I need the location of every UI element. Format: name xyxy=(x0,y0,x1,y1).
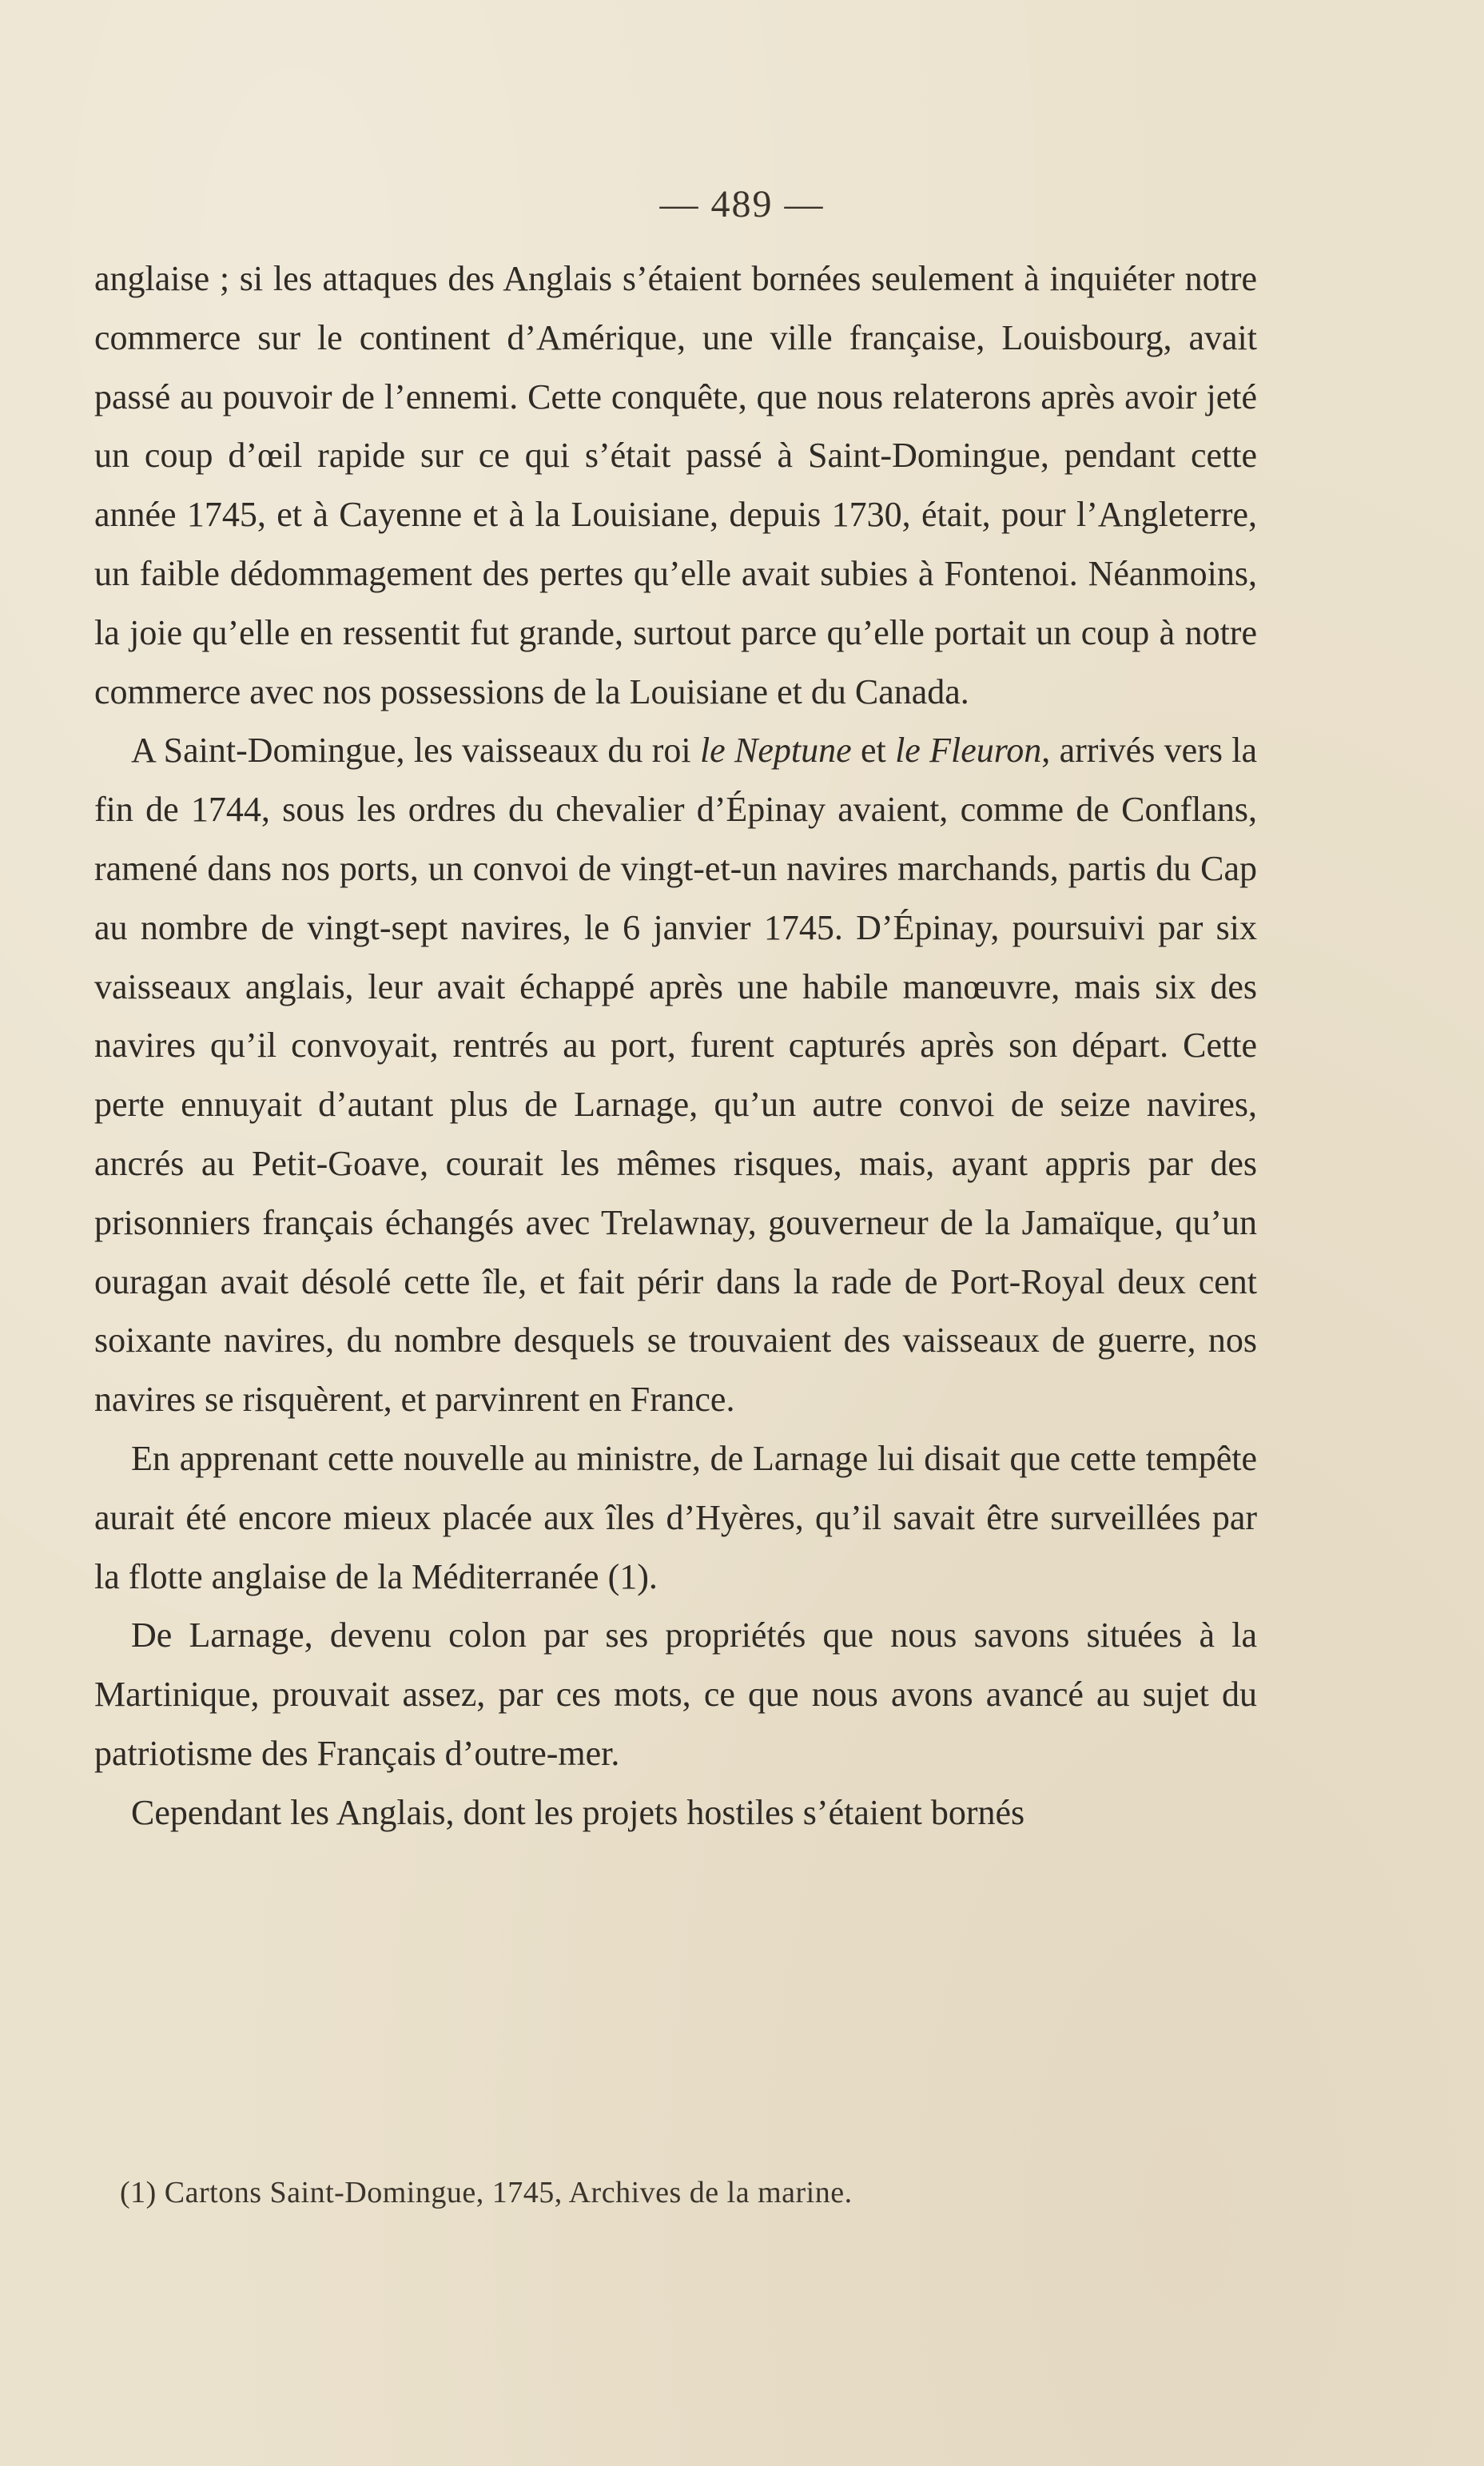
paragraph-1: anglaise ; si les attaques des Anglais s’étaient bornées seulement à inquiéter notre commerce sur le continent d’Amérique, une ville française, Louisbourg, avait passé au pouvoir de l’ennemi. Cette conquête, que nous relaterons après avoir jeté un coup d’œil rapide sur ce qui s’était passé à Saint-Domingue, pendant cette année 1745, et à Cayenne et à la Louisiane, depuis 1730, était, pour l’Angleterre, un faible dédommagement des pertes qu’elle avait subies à Fontenoi. Néanmoins, la joie qu’elle en ressentit fut grande, surtout parce qu’elle portait un coup à notre commerce avec nos possessions de la Louisiane et du Canada. xyxy=(94,259,1257,711)
paragraph-5: Cependant les Anglais, dont les projets hostiles s’étaient bornés xyxy=(131,1792,1025,1832)
paragraph-2-part-2: et xyxy=(851,731,896,771)
paragraph-2 xyxy=(94,721,1257,1429)
paragraph-2-part-3: , arrivés vers la fin de 1744, sous les ordres du chevalier d’Épinay avaient, comme de Conflans, ramené dans nos ports, un convoi de vingt-et-un navires marchands, partis du Cap au nombre de vingt-sept navires, le 6 janvier 1745. D’Épinay, poursuivi par six vaisseaux anglais, leur avait échappé après une habile manœuvre, mais six des navires qu’il convoyait, rentrés au port, furent capturés après son départ. Cette perte ennuyait d’autant plus de Larnage, qu’un autre convoi de seize navires, ancrés au Petit-Goave, courait les mêmes risques, mais, ayant appris par des prisonniers français échangés avec Trelawnay, gouverneur de la Jamaïque, qu’un ouragan avait désolé cette île, et fait périr dans la rade de Port-Royal deux cent soixante navires, du nombre desquels se trouvaient des vaisseaux de guerre, nos navires se risquèrent, et parvinrent en France. xyxy=(94,731,1258,1420)
footnote: (1) Cartons Saint-Domingue, 1745, Archives de la marine. xyxy=(120,2176,853,2209)
paragraph-4: De Larnage, devenu colon par ses propriétés que nous savons situées à la Martinique, prouvait assez, par ces mots, ce que nous avons avancé au sujet du patriotisme des Français d’outre-mer. xyxy=(94,1615,1257,1773)
paragraph-2-part-1: A Saint-Domingue, les vaisseaux du roi xyxy=(131,731,700,771)
ship-name-fleuron: le Fleuron xyxy=(895,731,1042,771)
page-number: — 489 — xyxy=(659,183,825,225)
body-text xyxy=(94,249,1257,1843)
paragraph-3: En apprenant cette nouvelle au ministre, de Larnage lui disait que cette tempête aurait été encore mieux placée aux îles d’Hyères, qu’il savait être surveillées par la flotte anglaise de la Méditerranée (1). xyxy=(94,1438,1257,1596)
ship-name-neptune: le Neptune xyxy=(699,731,852,771)
